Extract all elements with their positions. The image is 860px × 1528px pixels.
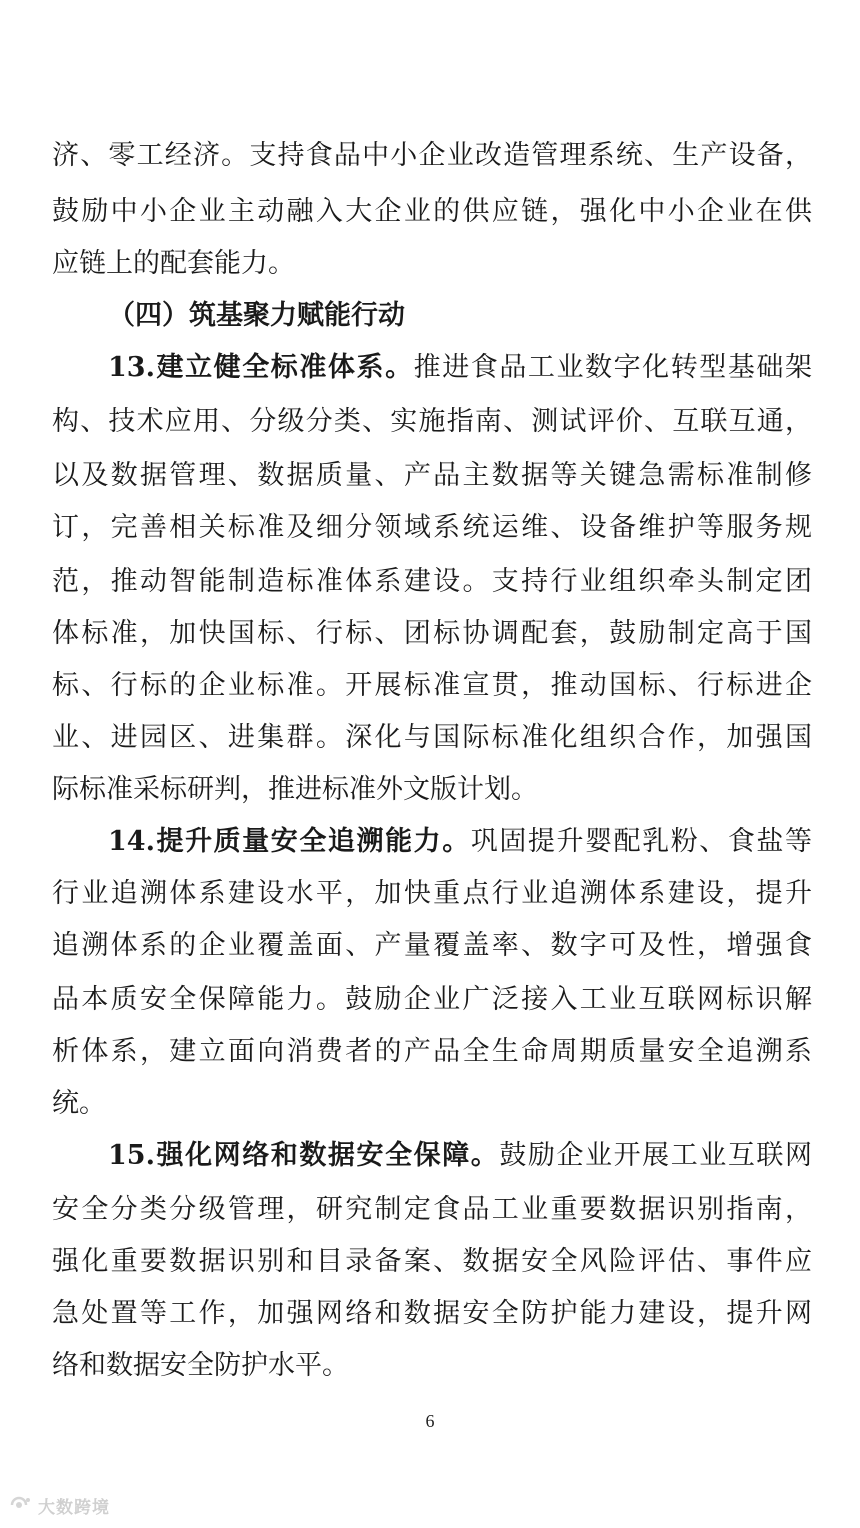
paragraph-line: 强化重要数据识别和目录备案、数据安全风险评估、事件应	[52, 1246, 812, 1277]
paragraph-line: 应链上的配套能力。	[52, 248, 295, 279]
paragraph-line: 统。	[52, 1088, 106, 1119]
paragraph-line: 际标准采标研判，推进标准外文版计划。	[52, 774, 538, 805]
paragraph-line: 标、行标的企业标准。开展标准宣贯，推动国标、行标进企	[52, 670, 812, 701]
item-14-text: 巩固提升婴配乳粉、食盐等	[470, 826, 812, 857]
brand-logo-icon	[8, 1494, 34, 1516]
item-13-text: 推进食品工业数字化转型基础架	[413, 352, 812, 383]
watermark	[8, 1492, 110, 1518]
paragraph-line: 追溯体系的企业覆盖面、产量覆盖率、数字可及性，增强食	[52, 930, 812, 961]
item-13-first-line	[108, 346, 812, 390]
paragraph-line: 鼓励中小企业主动融入大企业的供应链，强化中小企业在供	[52, 196, 812, 227]
item-15-text: 鼓励企业开展工业互联网	[499, 1140, 813, 1171]
paragraph-line: 业、进园区、进集群。深化与国际标准化组织合作，加强国	[52, 722, 812, 753]
item-15-first-line	[108, 1134, 812, 1178]
page-number: 6	[425, 1411, 435, 1431]
paragraph-line: 络和数据安全防护水平。	[52, 1350, 349, 1381]
watermark-text: 大数跨境	[38, 1497, 110, 1518]
item-13-title: 13.建立健全标准体系。	[108, 352, 414, 383]
paragraph-line: 品本质安全保障能力。鼓励企业广泛接入工业互联网标识解	[52, 984, 812, 1015]
item-14-title: 14.提升质量安全追溯能力。	[108, 826, 471, 857]
paragraph-line: 急处置等工作，加强网络和数据安全防护能力建设，提升网	[52, 1298, 812, 1329]
item-14-first-line	[108, 820, 812, 864]
section-heading: （四）筑基聚力赋能行动	[108, 300, 405, 331]
paragraph-line: 济、零工经济。支持食品中小企业改造管理系统、生产设备，	[52, 140, 812, 171]
paragraph-line: 以及数据管理、数据质量、产品主数据等关键急需标准制修	[52, 460, 812, 491]
paragraph-line: 范，推动智能制造标准体系建设。支持行业组织牵头制定团	[52, 566, 812, 597]
paragraph-line: 析体系，建立面向消费者的产品全生命周期质量安全追溯系	[52, 1036, 812, 1067]
paragraph-line: 安全分类分级管理，研究制定食品工业重要数据识别指南，	[52, 1194, 812, 1225]
paragraph-line: 订，完善相关标准及细分领域系统运维、设备维护等服务规	[52, 512, 812, 543]
paragraph-line: 行业追溯体系建设水平，加快重点行业追溯体系建设，提升	[52, 878, 812, 909]
paragraph-line: 体标准，加快国标、行标、团标协调配套，鼓励制定高于国	[52, 618, 812, 649]
paragraph-line: 构、技术应用、分级分类、实施指南、测试评价、互联互通，	[52, 406, 812, 437]
item-15-title: 15.强化网络和数据安全保障。	[108, 1140, 500, 1171]
